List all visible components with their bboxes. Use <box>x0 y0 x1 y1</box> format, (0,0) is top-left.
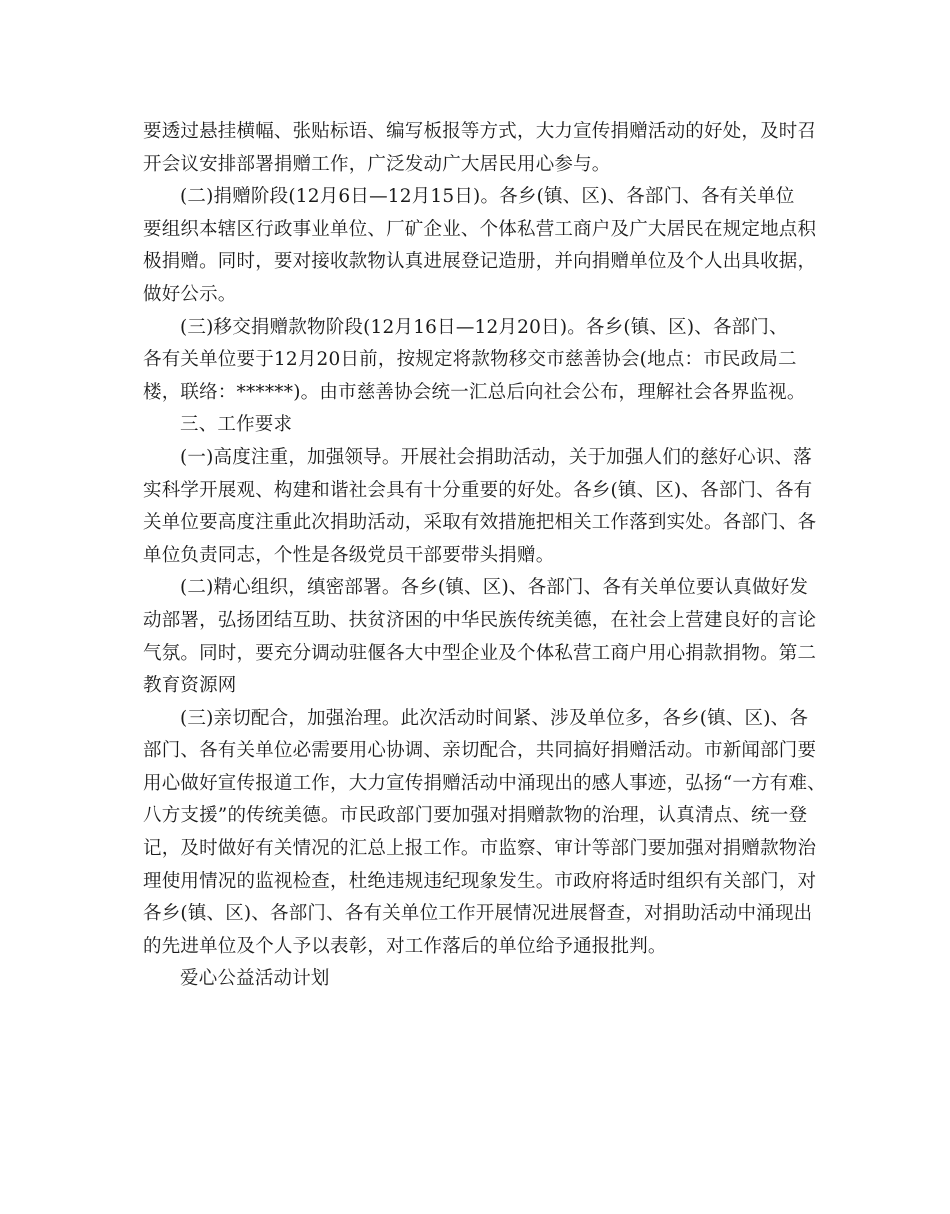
text-line: 教育资源网 <box>143 675 237 697</box>
text-line: 爱心公益活动计划 <box>180 968 330 990</box>
text-line: (三)亲切配合，加强治理。此次活动时间紧、涉及单位多，各乡(镇、区)、各 <box>180 707 809 729</box>
document-body <box>143 116 833 996</box>
text-line: 开会议安排部署捐赠工作，广泛发动广大居民用心参与。 <box>143 153 611 175</box>
text-line: (三)移交捐赠款物阶段(12月16日—12月20日)。各乡(镇、区)、各部门、 <box>180 316 788 338</box>
text-line: 单位负责同志，个性是各级党员干部要带头捐赠。 <box>143 544 555 566</box>
text-line: 要透过悬挂横幅、张贴标语、编写板报等方式，大力宣传捐赠活动的好处，及时召 <box>143 121 817 142</box>
text-line: 部门、各有关单位必需要用心协调、亲切配合，共同搞好捐赠活动。市新闻部门要 <box>143 740 817 762</box>
text-line: 极捐赠。同时，要对接收款物认真进展登记造册，并向捐赠单位及个人出具收据， <box>143 251 817 273</box>
text-line: 气氛。同时，要充分调动驻偃各大中型企业及个体私营工商户用心捐款捐物。第二 <box>143 642 817 664</box>
text-line: 八方支援”的传统美德。市民政部门要加强对捐赠款物的治理，认真清点、统一登 <box>143 805 808 827</box>
text-line: (二)精心组织，缜密部署。各乡(镇、区)、各部门、各有关单位要认真做好发 <box>180 577 809 599</box>
text-line: 各乡(镇、区)、各部门、各有关单位工作开展情况进展督查，对捐助活动中涌现出 <box>143 903 813 925</box>
text-line: 楼，联络：******)。由市慈善协会统一汇总后向社会公布，理解社会各界监视。 <box>143 381 806 403</box>
text-line: 记，及时做好有关情况的汇总上报工作。市监察、审计等部门要加强对捐赠款物治 <box>143 838 817 860</box>
text-line: 的先进单位及个人予以表彰，对工作落后的单位给予通报批判。 <box>143 935 667 957</box>
text-line: 各有关单位要于12月20日前，按规定将款物移交市慈善协会(地点：市民政局二 <box>143 349 797 371</box>
text-line: 实科学开展观、构建和谐社会具有十分重要的好处。各乡(镇、区)、各部门、各有 <box>143 479 813 501</box>
text-line: (一)高度注重，加强领导。开展社会捐助活动，关于加强人们的慈好心识、落 <box>180 446 812 468</box>
text-line: 用心做好宣传报道工作，大力宣传捐赠活动中涌现出的感人事迹，弘扬“一方有难、 <box>143 772 826 794</box>
text-line: (二)捐赠阶段(12月6日—12月15日)。各乡(镇、区)、各部门、各有关单位 <box>180 186 795 208</box>
text-line: 三、工作要求 <box>180 414 293 436</box>
text-line: 理使用情况的监视检查，杜绝违规违纪现象发生。市政府将适时组织有关部门，对 <box>143 870 817 892</box>
text-line: 动部署，弘扬团结互助、扶贫济困的中华民族传统美德，在社会上营建良好的言论 <box>143 609 817 631</box>
text-line: 要组织本辖区行政事业单位、厂矿企业、个体私营工商户及广大居民在规定地点积 <box>143 218 817 240</box>
text-line: 做好公示。 <box>143 283 237 305</box>
text-line: 关单位要高度注重此次捐助活动，采取有效措施把相关工作落到实处。各部门、各 <box>143 512 817 534</box>
